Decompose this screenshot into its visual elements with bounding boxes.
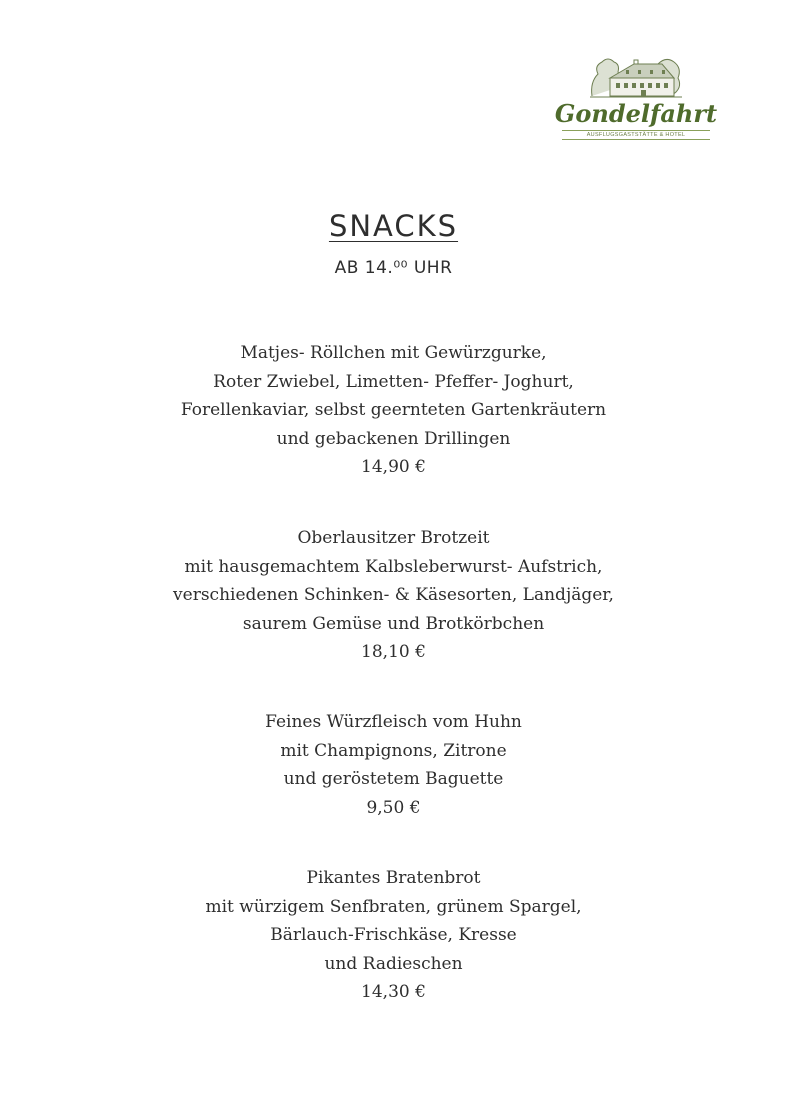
item-description-line: und gebackenen Drillingen xyxy=(276,428,511,449)
item-description-line: saurem Gemüse und Brotkörbchen xyxy=(242,613,545,634)
item-description-line: und geröstetem Baguette xyxy=(283,769,504,790)
item-description-line: Pikantes Bratenbrot xyxy=(306,868,481,888)
item-description-line: Oberlausitzer Brotzeit xyxy=(297,528,490,548)
item-description-line: mit hausgemachtem Kalbsleberwurst- Aufstrich, xyxy=(184,556,603,577)
menu-item xyxy=(0,708,787,822)
item-description-line: mit würzigem Senfbraten, grünem Spargel, xyxy=(205,896,582,917)
logo xyxy=(538,52,734,154)
item-description-line: Feines Würzfleisch vom Huhn xyxy=(265,712,522,732)
item-description-line: mit Champignons, Zitrone xyxy=(280,740,507,761)
item-description-line: Roter Zwiebel, Limetten- Pfeffer- Joghurt, xyxy=(213,371,574,392)
item-description-line: verschiedenen Schinken- & Käsesorten, Landjäger, xyxy=(173,585,614,606)
item-description-line: Matjes- Röllchen mit Gewürzgurke, xyxy=(240,343,547,363)
serving-time: AB 14.⁰⁰ UHR xyxy=(334,258,453,278)
menu-item xyxy=(0,339,787,482)
menu-item xyxy=(0,864,787,1007)
logo-name: Gondelfahrt xyxy=(554,99,718,128)
item-price: 18,10 € xyxy=(361,642,426,663)
item-price: 14,90 € xyxy=(361,457,426,478)
item-price: 9,50 € xyxy=(366,797,421,818)
menu-item xyxy=(0,524,787,667)
logo-tagline: AUSFLUGSGASTSTÄTTE & HOTEL xyxy=(562,130,710,140)
item-description-line: Forellenkaviar, selbst geernteten Gartenkräutern xyxy=(180,400,607,421)
item-description-line: und Radieschen xyxy=(324,953,463,974)
house-illustration-icon xyxy=(588,52,684,102)
item-price: 14,30 € xyxy=(361,982,426,1003)
page-title: SNACKS xyxy=(328,209,459,243)
item-description-line: Bärlauch-Frischkäse, Kresse xyxy=(270,925,517,946)
